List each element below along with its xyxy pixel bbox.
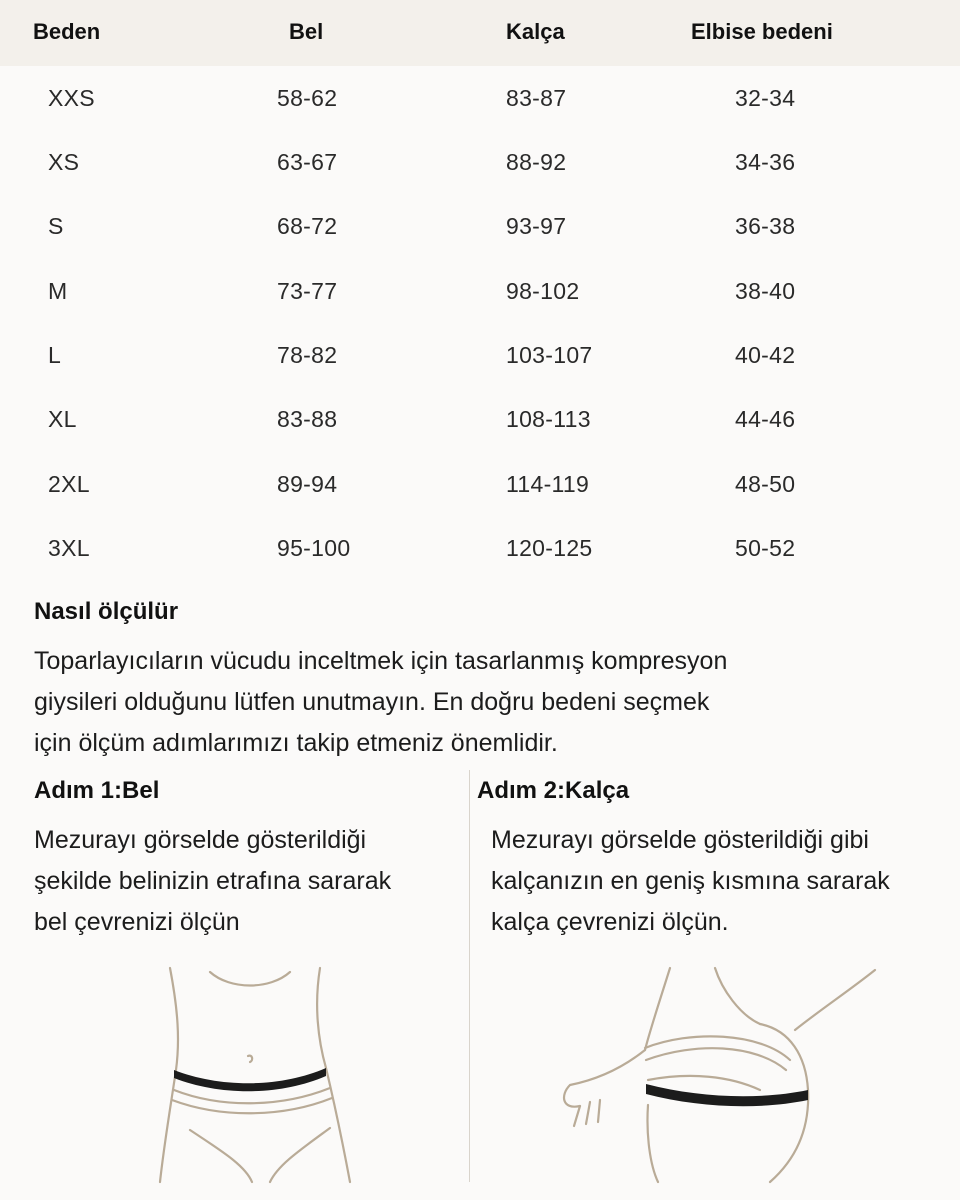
measuring-tape (646, 1084, 808, 1106)
step-2-line: kalçanızın en geniş kısmına sararak (491, 867, 890, 895)
waist-measurement-illustration (150, 960, 370, 1190)
hip-cell: 120-125 (506, 535, 593, 561)
size-cell: XL (48, 406, 77, 432)
size-cell: 3XL (48, 535, 90, 561)
measuring-tape (174, 1068, 326, 1091)
step-2-title: Adım 2:Kalça (477, 777, 630, 804)
table-row (0, 85, 960, 125)
step-2-line: kalça çevrenizi ölçün. (491, 908, 729, 936)
step-1-line: Mezurayı görselde gösterildiği (34, 826, 367, 854)
hip-cell: 83-87 (506, 85, 567, 111)
hand-outline (564, 1050, 645, 1107)
waist-cell: 58-62 (277, 85, 338, 111)
header-dress-size: Elbise bedeni (691, 19, 833, 44)
waist-cell: 83-88 (277, 406, 338, 432)
hip-cell: 93-97 (506, 213, 567, 239)
dress-size-cell: 32-34 (735, 85, 796, 111)
step-1-line: bel çevrenizi ölçün (34, 908, 240, 936)
size-cell: XS (48, 149, 80, 175)
waist-cell: 89-94 (277, 471, 338, 497)
table-row (0, 406, 960, 446)
table-row (0, 471, 960, 511)
dress-size-cell: 38-40 (735, 278, 796, 304)
dress-size-cell: 40-42 (735, 342, 796, 368)
step-1-title: Adım 1:Bel (34, 777, 160, 804)
hip-measurement-illustration (550, 960, 890, 1190)
dress-size-cell: 34-36 (735, 149, 796, 175)
table-row (0, 213, 960, 253)
dress-size-cell: 44-46 (735, 406, 796, 432)
size-cell: XXS (48, 85, 95, 111)
hip-cell: 108-113 (506, 406, 591, 432)
table-row (0, 535, 960, 575)
dress-size-cell: 50-52 (735, 535, 796, 561)
step-1-line: şekilde belinizin etrafına sararak (34, 867, 392, 895)
how-to-intro (34, 641, 914, 764)
size-cell: S (48, 213, 64, 239)
size-cell: M (48, 278, 68, 304)
header-waist: Bel (289, 19, 324, 44)
dress-size-cell: 36-38 (735, 213, 796, 239)
size-cell: L (48, 342, 62, 368)
waist-cell: 95-100 (277, 535, 351, 561)
dress-size-cell: 48-50 (735, 471, 796, 497)
header-size: Beden (33, 19, 101, 44)
step-2-line: Mezurayı görselde gösterildiği gibi (491, 826, 869, 854)
waist-cell: 78-82 (277, 342, 338, 368)
intro-line: Toparlayıcıların vücudu inceltmek için tasarlanmış kompresyon (34, 647, 728, 675)
hip-cell: 88-92 (506, 149, 567, 175)
intro-line: giysileri olduğunu lütfen unutmayın. En doğru bedeni seçmek (34, 688, 710, 716)
size-table-header (0, 0, 960, 66)
arm-outline (795, 970, 875, 1030)
header-hip: Kalça (506, 19, 565, 44)
how-to-measure-title: Nasıl ölçülür (34, 598, 179, 625)
step-1-text (34, 820, 391, 943)
hip-cell: 114-119 (506, 471, 590, 497)
intro-line: için ölçüm adımlarımızı takip etmeniz önemlidir. (34, 729, 558, 757)
waist-cell: 68-72 (277, 213, 338, 239)
table-row (0, 149, 960, 189)
table-row (0, 342, 960, 382)
waist-cell: 73-77 (277, 278, 338, 304)
size-cell: 2XL (48, 471, 90, 497)
hip-cell: 98-102 (506, 278, 580, 304)
step-2-text (491, 820, 890, 943)
hip-cell: 103-107 (506, 342, 593, 368)
column-divider (469, 770, 470, 1182)
body-outline-left (645, 968, 670, 1050)
table-row (0, 278, 960, 318)
waist-cell: 63-67 (277, 149, 338, 175)
